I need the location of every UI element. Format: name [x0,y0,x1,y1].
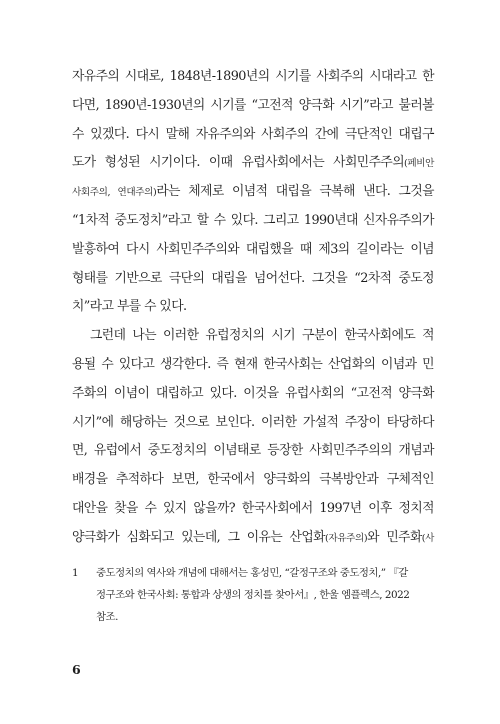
body-text [72,63,434,553]
footnote-text [96,562,434,628]
text-line: 자유주의 시대로, 1848년-1890년의 시기를 사회주의 시대라고 한 [72,69,434,84]
page-number: 6 [72,662,81,677]
paragraph-first-line: 그런데 나는 이러한 유럽정치의 시기 구분이 한국사회에도 적 [90,328,434,344]
footnote-number: 1 [72,567,79,579]
footnote-line: 정구조와 한국사회: 통합과 상생의 정치를 찾아서』, 한울 엠플렉스, 2022 [96,589,410,601]
text-line: 발흥하여 다시 사회민주주의와 대립했을 때 제3의 길이라는 이념 [72,241,434,257]
text-line: 다면, 1890년-1930년의 시기를 “고전적 양극화 시기”라고 불러볼 [72,97,434,113]
text-line: 면, 유럽에서 중도정치의 이념태로 등장한 사회민주주의의 개념과 [72,443,434,459]
text-line [72,524,434,553]
text-line: “1차적 중도정치”라고 할 수 있다. 그리고 1990년대 신자유주의가 [72,212,434,228]
text-line: 형태를 기반으로 극단의 대립을 넘어선다. 그것을 “2차적 중도정 [72,270,434,286]
parenthetical-note: (페비안 [404,158,434,170]
text-span: 라는 체제로 이념적 대립을 극복해 낸다. 그것을 [156,184,434,200]
text-line [72,149,434,178]
parenthetical-note: (자유주의) [325,532,368,544]
parenthetical-note: (사 [421,532,434,544]
text-line: 수 있겠다. 다시 말해 자유주의와 사회주의 간에 극단적인 대립구 [72,126,434,142]
text-span: 양극화가 심화되고 있는데, 그 이유는 산업화 [72,529,325,545]
text-line: 주화의 이념이 대립하고 있다. 이것을 유럽사회의 “고전적 양극화 [72,385,434,401]
text-line: 시기”에 해당하는 것으로 보인다. 이러한 가설적 주장이 타당하다 [72,414,434,430]
footnote-line: 중도정치의 역사와 개념에 대해서는 홍성민, “갈정구조와 중도정치,” 『갈 [96,567,408,579]
text-line: 용될 수 있다고 생각한다. 즉 현재 한국사회는 산업화의 이념과 민 [72,356,434,372]
text-line: 배경을 추적하다 보면, 한국에서 양극화의 극복방안과 구체적인 [72,472,434,488]
text-line: 치”라고 부를 수 있다. [72,299,187,315]
footnote-line: 참조. [96,611,118,623]
text-line [72,178,434,207]
parenthetical-note: 사회주의, 연대주의) [72,187,157,199]
text-line: 대안을 찾을 수 있지 않을까? 한국사회에서 1997년 이후 정치적 [72,500,434,516]
text-span: 도가 형성된 시기이다. 이때 유럽사회에서는 사회민주주의 [72,155,405,171]
text-span: 와 민주화 [367,529,422,545]
